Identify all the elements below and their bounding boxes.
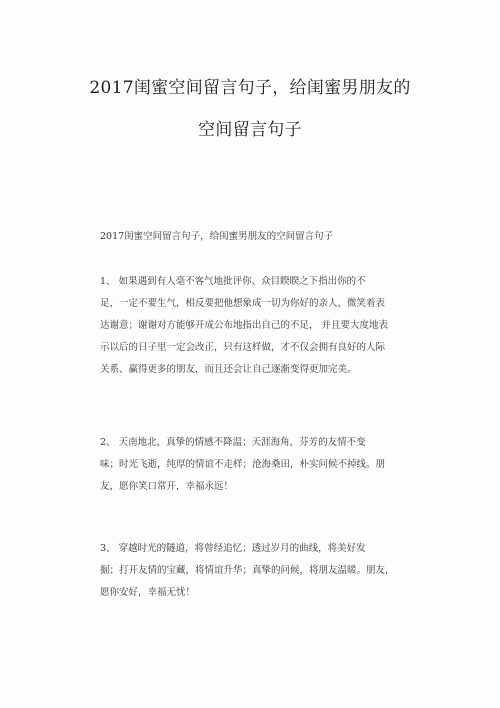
paragraph-line: 达谢意；谢谢对方能够开成公布地指出自己的不足， 并且要大度地表 xyxy=(100,320,389,331)
document-subtitle: 2017闺蜜空间留言句子，给闺蜜男朋友的空间留言句子 xyxy=(100,231,334,242)
paragraph-line: 3、 穿越时光的隧道，将曾经追忆；透过岁月的曲线，将美好发 xyxy=(100,543,366,554)
paragraph-line: 友，愿你笑口常开，幸福永远！ xyxy=(100,481,234,492)
paragraph-line: 关系、赢得更多的朋友，而且还会让自己逐渐变得更加完美。 xyxy=(100,364,357,375)
paragraph-line: 足，一定不要生气，相反要把他想象成一切为你好的亲人，微笑着表 xyxy=(100,298,386,309)
paragraph-line: 味；时光飞逝，纯厚的情谊不走样；沧海桑田，朴实问候不掉线。朋 xyxy=(100,459,386,470)
paragraph-line: 掘；打开友情的宝藏，将情谊升华；真挚的问候，将朋友温暖。朋友， xyxy=(100,565,395,576)
paragraph-line: 1、 如果遇到有人毫不客气地批评你、众目睽睽之下指出你的不 xyxy=(100,276,366,287)
paragraph-2 xyxy=(100,432,396,498)
paragraph-1 xyxy=(100,271,396,381)
paragraph-line: 2、 天南地北，真挚的情感不降温；天涯海角，芬芳的友情不变 xyxy=(100,437,366,448)
paragraph-line: 愿你安好，幸福无忧！ xyxy=(100,587,196,598)
document-title-line-2: 空间留言句子 xyxy=(198,120,302,140)
document-title-line-1: 2017闺蜜空间留言句子，给闺蜜男朋友的 xyxy=(89,78,411,98)
paragraph-3 xyxy=(100,538,396,604)
paragraph-line: 示以后的日子里一定会改正，只有这样做，才不仅会拥有良好的人际 xyxy=(100,342,386,353)
